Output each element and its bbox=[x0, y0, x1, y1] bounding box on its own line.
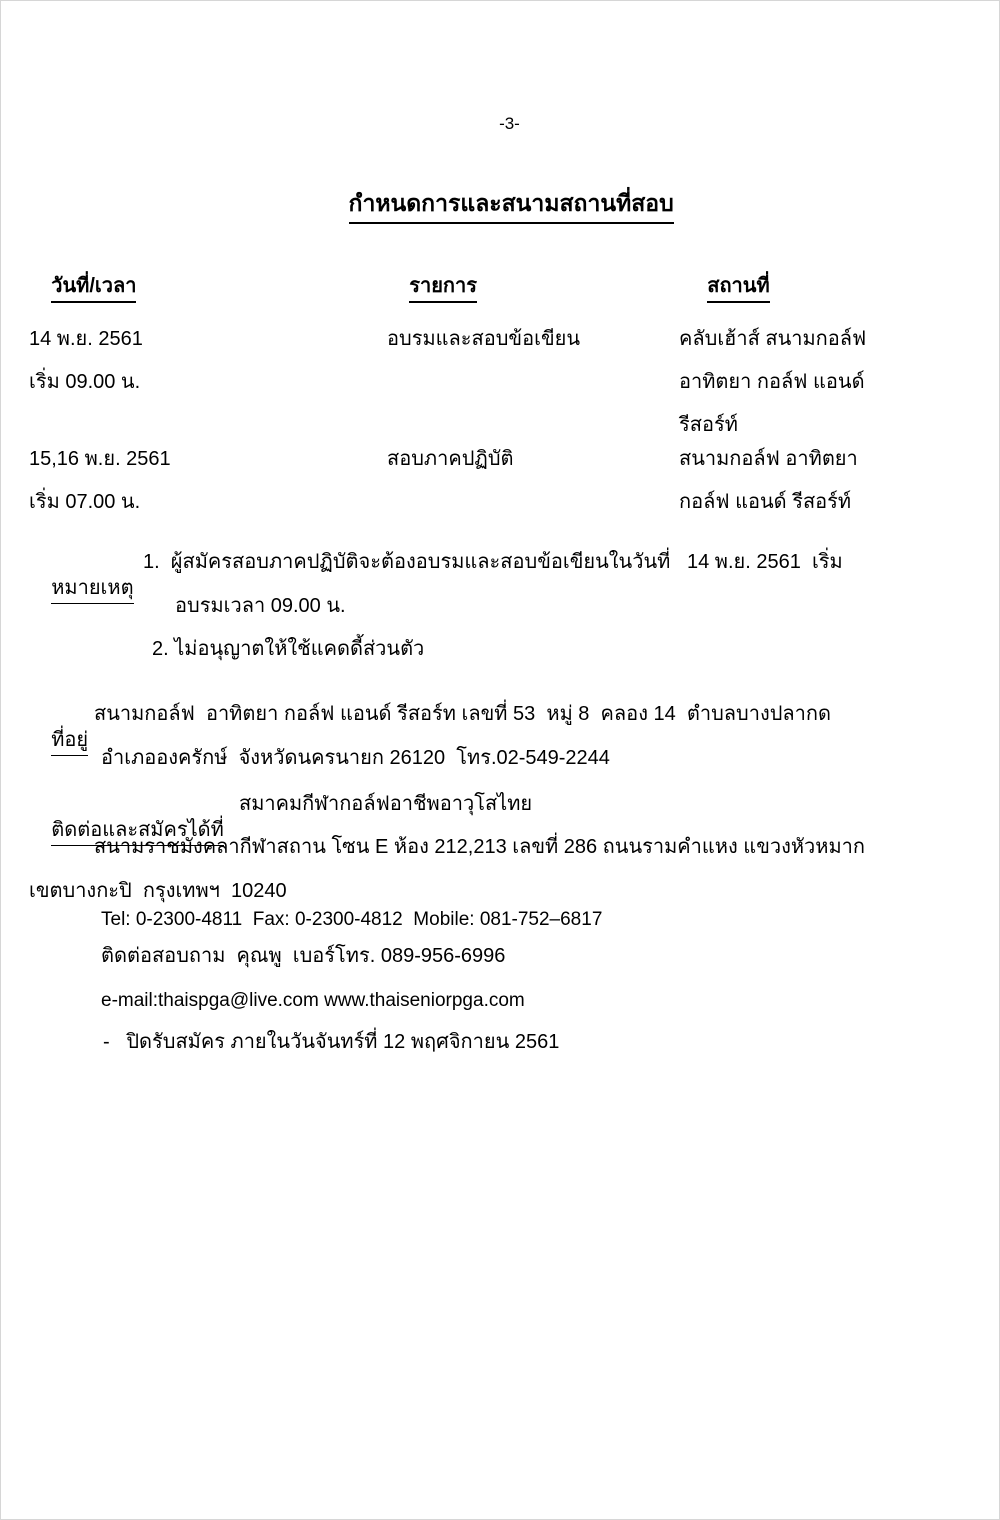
contact-line3: เขตบางกะปิ กรุงเทพฯ 10240 bbox=[29, 880, 287, 902]
table-row2-item: สอบภาคปฏิบัติ bbox=[387, 448, 514, 470]
table-row2-location-line2: กอล์ฟ แอนด์ รีสอร์ท์ bbox=[679, 491, 852, 513]
table-row1-date-line1: 14 พ.ย. 2561 bbox=[29, 328, 143, 350]
page-number bbox=[1, 91, 999, 157]
contact-inquiry: ติดต่อสอบถาม คุณพู เบอร์โทร. 089-956-6996 bbox=[101, 945, 506, 967]
address-line1: สนามกอล์ฟ อาทิตยา กอล์ฟ แอนด์ รีสอร์ท เลขที่ 53 หมู่ 8 คลอง 14 ตำบลบางปลากด bbox=[94, 703, 832, 725]
column-header-item-text: รายการ bbox=[409, 273, 477, 303]
table-row2-date-line2: เริ่ม 07.00 น. bbox=[29, 491, 141, 513]
table-row2-location-line1: สนามกอล์ฟ อาทิตยา bbox=[679, 448, 858, 470]
page-title-text: กำหนดการและสนามสถานที่สอบ bbox=[349, 189, 674, 224]
page-title bbox=[1, 163, 999, 250]
column-header-date-text: วันที่/เวลา bbox=[51, 273, 136, 303]
table-row1-date-line2: เริ่ม 09.00 น. bbox=[29, 371, 141, 393]
page-number-text: -3- bbox=[499, 114, 520, 134]
table-row1-location-line2: อาทิตยา กอล์ฟ แอนด์ bbox=[679, 371, 865, 393]
registration-deadline: - ปิดรับสมัคร ภายในวันจันทร์ที่ 12 พฤศจิกายน 2561 bbox=[103, 1031, 560, 1053]
table-row1-item: อบรมและสอบข้อเขียน bbox=[387, 328, 581, 350]
contact-email-web: e-mail:thaispga@live.com www.thaiseniorpga.com bbox=[101, 990, 525, 1011]
table-row2-date-line1: 15,16 พ.ย. 2561 bbox=[29, 448, 171, 470]
table-row1-location-line1: คลับเฮ้าส์ สนามกอล์ฟ bbox=[679, 328, 867, 350]
notes-item1-line1: 1. ผู้สมัครสอบภาคปฏิบัติจะต้องอบรมและสอบข้อเขียนในวันที่ 14 พ.ย. 2561 เริ่ม bbox=[143, 551, 843, 573]
address-line2: อำเภอองครักษ์ จังหวัดนครนายก 26120 โทร.02-549-2244 bbox=[101, 747, 610, 769]
address-heading bbox=[29, 701, 88, 782]
column-header-date bbox=[29, 247, 136, 329]
table-row1-location-line3: รีสอร์ท์ bbox=[679, 414, 738, 436]
contact-phones: Tel: 0-2300-4811 Fax: 0-2300-4812 Mobile: 081-752–6817 bbox=[101, 909, 603, 930]
notes-heading-text: หมายเหตุ bbox=[51, 575, 133, 604]
notes-item1-line2: อบรมเวลา 09.00 น. bbox=[175, 595, 346, 617]
column-header-location-text: สถานที่ bbox=[707, 273, 769, 303]
notes-item2: 2. ไม่อนุญาตให้ใช้แคดดี้ส่วนตัว bbox=[152, 638, 425, 660]
column-header-item bbox=[387, 247, 477, 329]
contact-heading-text: ติดต่อและสมัครได้ที่ bbox=[51, 817, 224, 846]
notes-heading bbox=[29, 549, 134, 630]
column-header-location bbox=[685, 247, 770, 329]
address-heading-text: ที่อยู่ bbox=[51, 727, 88, 756]
contact-line2: สนามราชมังคลากีฬาสถาน โซน E ห้อง 212,213 เลขที่ 286 ถนนรามคำแหง แขวงหัวหมาก bbox=[94, 836, 865, 858]
contact-org: สมาคมกีฬากอล์ฟอาชีพอาวุโสไทย bbox=[239, 793, 533, 815]
